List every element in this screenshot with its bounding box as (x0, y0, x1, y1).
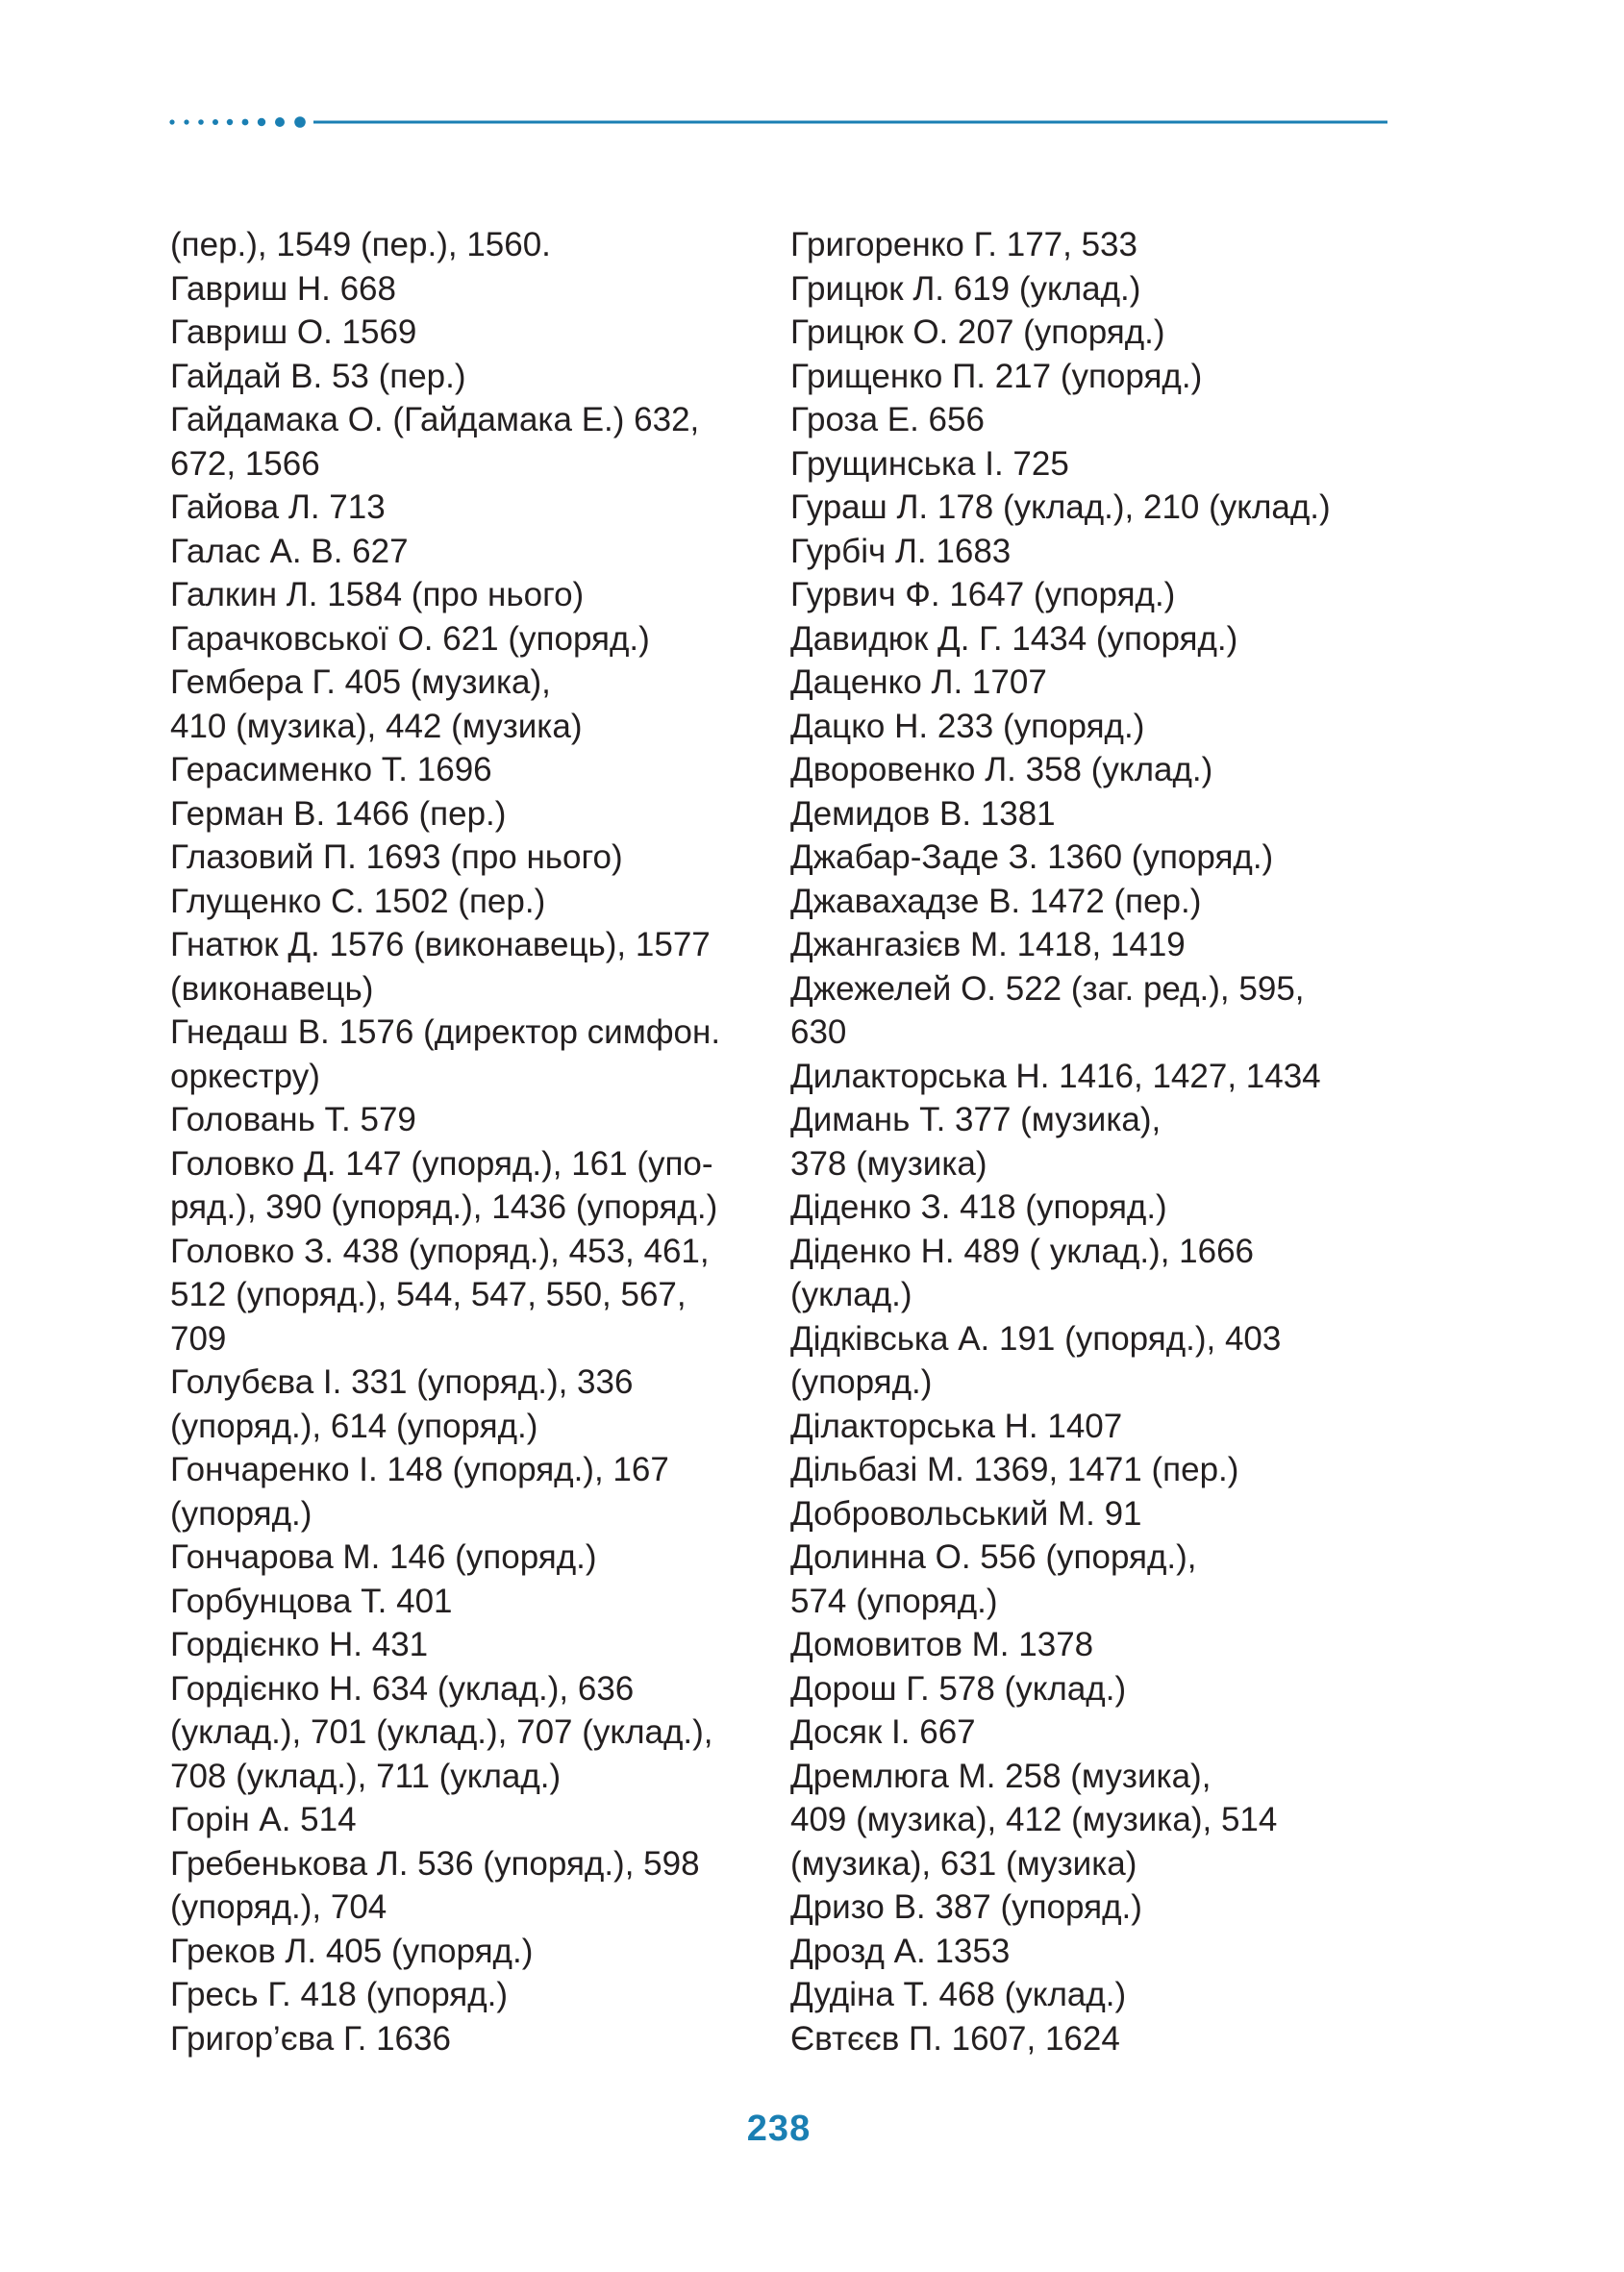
index-line: Дільбазі М. 1369, 1471 (пер.) (790, 1451, 1239, 1488)
index-line: 378 (музика) (790, 1144, 987, 1183)
index-line: Домовитов М. 1378 (790, 1626, 1094, 1663)
index-line: 672, 1566 (170, 444, 320, 483)
index-line: Ділакторська Н. 1407 (790, 1407, 1123, 1445)
index-line: Гордієнко Н. 634 (уклад.), 636 (170, 1669, 635, 1708)
index-line: Головко З. 438 (упоряд.), 453, 461, (170, 1232, 710, 1270)
index-line: Головко Д. 147 (упоряд.), 161 (упо- (170, 1144, 713, 1183)
index-line: Діденко Н. 489 ( уклад.), 1666 (790, 1232, 1255, 1270)
index-line: Гроза Е. 656 (790, 401, 985, 438)
index-line: Давидюк Д. Г. 1434 (упоряд.) (790, 619, 1238, 658)
index-line: Димань Т. 377 (музика), (790, 1101, 1162, 1138)
index-line: Діденко З. 418 (упоряд.) (790, 1188, 1167, 1226)
index-line: Галкин Л. 1584 (про нього) (170, 576, 585, 613)
index-line: Даценко Л. 1707 (790, 663, 1047, 701)
index-line: Герман В. 1466 (пер.) (170, 794, 507, 833)
index-line: Гребенькова Л. 536 (упоряд.), 598 (170, 1844, 700, 1883)
index-line: Григор’єва Г. 1636 (170, 2019, 451, 2058)
index-line: 630 (790, 1013, 847, 1051)
index-line: Гавриш Н. 668 (170, 269, 396, 308)
index-line: Досяк І. 667 (790, 1713, 976, 1751)
index-line: Дворовенко Л. 358 (уклад.) (790, 751, 1213, 788)
index-line: Дорош Г. 578 (уклад.) (790, 1669, 1127, 1708)
index-line: Джавахадзе В. 1472 (пер.) (790, 882, 1202, 920)
index-line: Джабар-Заде З. 1360 (упоряд.) (790, 838, 1274, 876)
index-line: (уклад.) (790, 1276, 912, 1313)
index-column-left (170, 223, 766, 2060)
index-line: (упоряд.), 704 (170, 1888, 387, 1926)
index-line: Грищенко П. 217 (упоряд.) (790, 357, 1203, 395)
index-line: Джежелей О. 522 (заг. ред.), 595, (790, 969, 1305, 1008)
index-line: Голубєва І. 331 (упоряд.), 336 (170, 1363, 634, 1401)
index-line: Гончарова М. 146 (упоряд.) (170, 1538, 597, 1576)
index-line: 409 (музика), 412 (музика), 514 (790, 1801, 1278, 1838)
index-line: Гавриш О. 1569 (170, 313, 417, 351)
index-column-right (790, 223, 1444, 2060)
index-line: Гончаренко І. 148 (упоряд.), 167 (170, 1451, 669, 1488)
index-line: Гайдамака О. (Гайдамака Е.) 632, (170, 401, 700, 438)
index-line: Гарачковської О. 621 (упоряд.) (170, 619, 650, 658)
index-line: Демидов В. 1381 (790, 794, 1056, 833)
page-number: 238 (746, 2109, 812, 2149)
index-line: Дремлюга М. 258 (музика), (790, 1757, 1212, 1795)
index-line: Євтєєв П. 1607, 1624 (790, 2019, 1120, 2058)
index-line: (уклад.), 701 (уклад.), 707 (уклад.), (170, 1713, 713, 1751)
index-line: Добровольський М. 91 (790, 1494, 1142, 1533)
index-line: Долинна О. 556 (упоряд.), (790, 1538, 1197, 1576)
index-line: Головань Т. 579 (170, 1101, 416, 1138)
index-line: 708 (уклад.), 711 (уклад.) (170, 1757, 562, 1795)
index-line: Гнедаш В. 1576 (директор симфон. (170, 1013, 721, 1051)
index-line: 574 (упоряд.) (790, 1582, 998, 1620)
index-line: 709 (170, 1319, 227, 1358)
index-line: Дідківська А. 191 (упоряд.), 403 (790, 1319, 1282, 1358)
index-line: 512 (упоряд.), 544, 547, 550, 567, (170, 1276, 687, 1313)
index-line: (пер.), 1549 (пер.), 1560. (170, 226, 551, 263)
index-line: Греков Л. 405 (упоряд.) (170, 1932, 534, 1970)
index-line: Гайова Л. 713 (170, 488, 386, 526)
index-line: Гресь Г. 418 (упоряд.) (170, 1976, 509, 2013)
name-index (170, 223, 1439, 2069)
index-line: 410 (музика), 442 (музика) (170, 707, 583, 745)
index-line: Гайдай В. 53 (пер.) (170, 357, 466, 395)
index-line: Джангазієв М. 1418, 1419 (790, 926, 1186, 963)
index-line: Глущенко С. 1502 (пер.) (170, 882, 546, 920)
index-line: Горбунцова Т. 401 (170, 1582, 453, 1620)
index-line: оркестру) (170, 1057, 320, 1095)
index-line: Грущинська І. 725 (790, 444, 1069, 483)
index-line: (упоряд.), 614 (упоряд.) (170, 1407, 538, 1445)
index-line: (упоряд.) (170, 1494, 312, 1533)
index-line: Дрозд А. 1353 (790, 1932, 1011, 1970)
index-line: Григоренко Г. 177, 533 (790, 226, 1137, 263)
index-line: Дацко Н. 233 (упоряд.) (790, 707, 1145, 745)
index-line: Дудіна Т. 468 (уклад.) (790, 1976, 1127, 2013)
index-line: Грицюк О. 207 (упоряд.) (790, 313, 1165, 351)
header-divider (0, 0, 1624, 154)
index-line: Гураш Л. 178 (уклад.), 210 (уклад.) (790, 488, 1331, 526)
index-line: Герасименко Т. 1696 (170, 751, 492, 788)
index-line: Дризо В. 387 (упоряд.) (790, 1888, 1142, 1926)
index-line: Гембера Г. 405 (музика), (170, 663, 551, 701)
index-line: Гнатюк Д. 1576 (виконавець), 1577 (170, 926, 711, 963)
index-line: ряд.), 390 (упоряд.), 1436 (упоряд.) (170, 1188, 718, 1226)
index-line: (музика), 631 (музика) (790, 1844, 1137, 1883)
index-line: (виконавець) (170, 969, 374, 1008)
index-line: Галас А. В. 627 (170, 532, 409, 570)
index-line: Дилакторська Н. 1416, 1427, 1434 (790, 1057, 1321, 1095)
index-line: Гордієнко Н. 431 (170, 1626, 429, 1663)
index-line: (упоряд.) (790, 1363, 933, 1401)
index-line: Гурбіч Л. 1683 (790, 532, 1012, 570)
index-line: Глазовий П. 1693 (про нього) (170, 838, 623, 876)
header-dots (169, 116, 305, 128)
index-line: Грицюк Л. 619 (уклад.) (790, 269, 1141, 308)
index-line: Гурвич Ф. 1647 (упоряд.) (790, 576, 1176, 613)
index-line: Горін А. 514 (170, 1801, 357, 1838)
